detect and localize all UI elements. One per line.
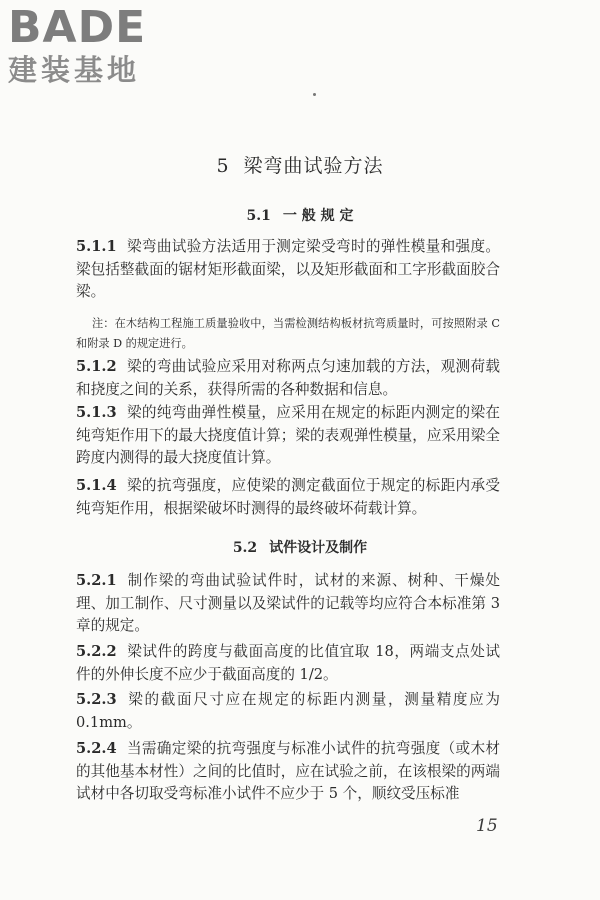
clause-note (76, 314, 500, 354)
clause-number: 5.1.4 (76, 477, 117, 494)
logo-cjk-text: 建装基地 (8, 53, 141, 87)
page-number: 15 (476, 816, 498, 836)
chapter-number: 5 (216, 155, 230, 177)
clause-number: 5.1.3 (76, 404, 117, 421)
clause-text: 梁的截面尺寸应在规定的标距内测量，测量精度应为 0.1mm。 (76, 691, 500, 731)
brand-logo (8, 4, 178, 88)
logo-latin-text: BADE (8, 2, 147, 53)
clause-text: 制作梁的弯曲试验试件时，试材的来源、树种、干燥处理、加工制作、尺寸测量以及梁试件的记载等均应符合本标准第 3 章的规定。 (76, 572, 500, 634)
clause-number: 5.2.4 (76, 740, 117, 757)
clause-text: 梁的抗弯强度，应使梁的测定截面位于规定的标距内承受纯弯矩作用，根据梁破坏时测得的最终破坏荷载计算。 (76, 477, 500, 517)
section-title-5-2 (0, 538, 600, 558)
clause-number: 5.2.3 (76, 691, 117, 708)
clause-5-2-3 (76, 689, 500, 734)
section-title-text: 试件设计及制作 (269, 540, 368, 556)
clause-5-1-4 (76, 475, 500, 520)
note-text: 在木结构工程施工质量验收中，当需检测结构板材抗弯质量时，可按照附录 C 和附录 D 的规定进行。 (76, 317, 500, 350)
clause-5-1-1 (76, 236, 500, 304)
section-number: 5.2 (232, 540, 258, 556)
chapter-title-text: 梁弯曲试验方法 (243, 155, 384, 177)
clause-5-2-1 (76, 570, 500, 638)
section-number: 5.1 (246, 208, 271, 224)
clause-5-2-2 (76, 641, 500, 686)
clause-5-1-2 (76, 356, 500, 401)
section-title-5-1 (0, 206, 600, 226)
clause-text: 当需确定梁的抗弯强度与标准小试件的抗弯强度（或木材的其他基本材性）之间的比值时，应在试验之前，在该根梁的两端试材中各切取受弯标准小试件不应少于 5 个，顺纹受压标准 (76, 740, 500, 802)
clause-number: 5.2.1 (76, 572, 117, 589)
section-title-text: 一 般 规 定 (282, 208, 354, 224)
stray-mark (313, 93, 316, 96)
clause-number: 5.1.2 (76, 358, 117, 375)
clause-number: 5.1.1 (76, 238, 117, 255)
chapter-title (0, 152, 600, 180)
clause-text: 梁弯曲试验方法适用于测定梁受弯时的弹性模量和强度。梁包括整截面的锯材矩形截面梁，以及矩形截面和工字形截面胶合梁。 (76, 238, 500, 300)
clause-text: 梁的弯曲试验应采用对称两点匀速加载的方法，观测荷载和挠度之间的关系，获得所需的各种数据和信息。 (76, 358, 500, 398)
clause-5-1-3 (76, 402, 500, 470)
clause-5-2-4 (76, 738, 500, 806)
note-prefix: 注： (92, 317, 115, 330)
clause-text: 梁试件的跨度与截面高度的比值宜取 18，两端支点处试件的外伸长度不应少于截面高度的 1/2。 (76, 643, 500, 683)
clause-text: 梁的纯弯曲弹性模量，应采用在规定的标距内测定的梁在纯弯矩作用下的最大挠度值计算；梁的表观弹性模量，应采用梁全跨度内测得的最大挠度值计算。 (76, 404, 500, 466)
clause-number: 5.2.2 (76, 643, 117, 660)
